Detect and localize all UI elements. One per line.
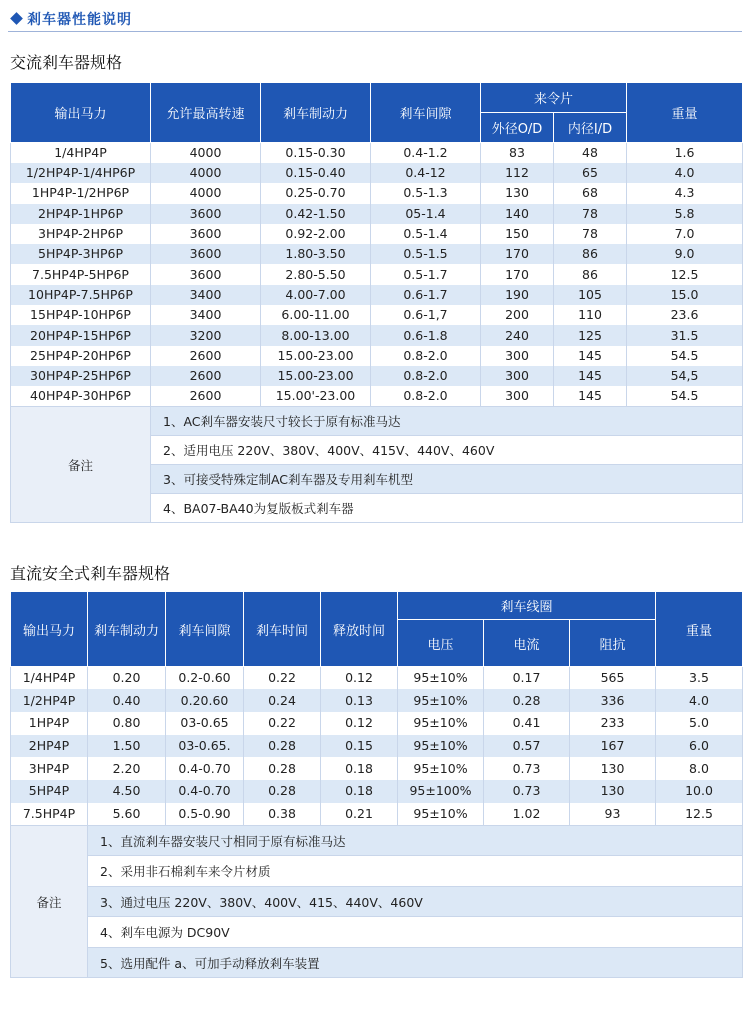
table-cell: 0.42-1.50	[261, 204, 371, 224]
table-cell: 4000	[151, 163, 261, 183]
table-cell: 0.38	[244, 803, 321, 826]
table-cell: 12.5	[627, 264, 743, 284]
note-item: 5、选用配件 a、可加手动释放剎车装置	[88, 947, 743, 978]
note-item: 4、剎车电源为 DC90V	[88, 917, 743, 948]
table-row	[11, 712, 743, 735]
table-cell: 170	[481, 264, 554, 284]
note-item: 4、BA07-BA40为复版板式剎车器	[151, 494, 743, 523]
table-cell: 0.22	[244, 712, 321, 735]
table-cell: 0.5-0.90	[166, 803, 244, 826]
ac-brake-spec-table	[10, 82, 743, 523]
table-row	[11, 325, 743, 345]
header-weight: 重量	[656, 592, 743, 667]
table-cell: 95±10%	[398, 712, 484, 735]
table-cell: 4000	[151, 183, 261, 203]
table-cell: 0.73	[484, 780, 570, 803]
table-cell: 5.60	[88, 803, 166, 826]
notes-row	[11, 407, 743, 436]
table-cell: 0.2-0.60	[166, 667, 244, 690]
ac-table-title: 交流剎车器规格	[10, 53, 123, 72]
table-cell: 0.6-1.8	[371, 325, 481, 345]
table-cell: 6.00-11.00	[261, 305, 371, 325]
table-cell: 25HP4P-20HP6P	[11, 346, 151, 366]
table-cell: 9.0	[627, 244, 743, 264]
table-cell: 105	[554, 285, 627, 305]
header-voltage: 电压	[398, 620, 484, 667]
table-cell: 3HP4P-2HP6P	[11, 224, 151, 244]
header-brake-gap: 剎车间隙	[166, 592, 244, 667]
notes-row	[11, 856, 743, 887]
table-cell: 0.28	[484, 689, 570, 712]
table-cell: 65	[554, 163, 627, 183]
table-cell: 86	[554, 244, 627, 264]
header-outer-diameter: 外径O/D	[481, 113, 554, 143]
table-cell: 4.3	[627, 183, 743, 203]
table-cell: 4.50	[88, 780, 166, 803]
table-cell: 0.5-1.3	[371, 183, 481, 203]
table-cell: 0.25-0.70	[261, 183, 371, 203]
table-cell: 125	[554, 325, 627, 345]
table-cell: 05-1.4	[371, 204, 481, 224]
table-cell: 0.8-2.0	[371, 366, 481, 386]
note-item: 2、采用非石棉剎车来令片材质	[88, 856, 743, 887]
table-cell: 1HP4P	[11, 712, 88, 735]
table-cell: 2600	[151, 386, 261, 407]
table-cell: 20HP4P-15HP6P	[11, 325, 151, 345]
table-cell: 10.0	[656, 780, 743, 803]
table-cell: 0.40	[88, 689, 166, 712]
table-cell: 0.28	[244, 757, 321, 780]
table-cell: 0.13	[321, 689, 398, 712]
table-cell: 2HP4P-1HP6P	[11, 204, 151, 224]
table-row	[11, 667, 743, 690]
table-cell: 0.28	[244, 735, 321, 758]
header-weight: 重量	[627, 83, 743, 143]
table-cell: 2600	[151, 346, 261, 366]
table-cell: 40HP4P-30HP6P	[11, 386, 151, 407]
table-cell: 23.6	[627, 305, 743, 325]
table-cell: 0.92-2.00	[261, 224, 371, 244]
table-cell: 1.80-3.50	[261, 244, 371, 264]
table-cell: 0.22	[244, 667, 321, 690]
table-cell: 0.15-0.30	[261, 143, 371, 164]
table-cell: 2.20	[88, 757, 166, 780]
notes-row	[11, 917, 743, 948]
table-cell: 1/2HP4P-1/4HP6P	[11, 163, 151, 183]
table-cell: 7.0	[627, 224, 743, 244]
table-row	[11, 689, 743, 712]
diamond-bullet-icon	[10, 12, 23, 25]
table-row	[11, 366, 743, 386]
table-cell: 0.20.60	[166, 689, 244, 712]
table-cell: 0.4-12	[371, 163, 481, 183]
table-row	[11, 244, 743, 264]
table-cell: 145	[554, 346, 627, 366]
header-brake-force: 剎车制动力	[261, 83, 371, 143]
table-cell: 12.5	[656, 803, 743, 826]
table-cell: 03-0.65.	[166, 735, 244, 758]
table-cell: 300	[481, 386, 554, 407]
table-cell: 15.00-23.00	[261, 366, 371, 386]
section-header	[8, 6, 742, 32]
table-cell: 240	[481, 325, 554, 345]
table-cell: 145	[554, 386, 627, 407]
table-cell: 1.50	[88, 735, 166, 758]
table-cell: 5.0	[656, 712, 743, 735]
table-cell: 300	[481, 366, 554, 386]
header-brake-gap: 剎车间隙	[371, 83, 481, 143]
table-cell: 0.4-0.70	[166, 757, 244, 780]
header-output: 输出马力	[11, 83, 151, 143]
table-cell: 0.41	[484, 712, 570, 735]
table-cell: 233	[570, 712, 656, 735]
table-row	[11, 735, 743, 758]
table-cell: 1.6	[627, 143, 743, 164]
table-cell: 0.15	[321, 735, 398, 758]
table-cell: 95±10%	[398, 667, 484, 690]
table-cell: 140	[481, 204, 554, 224]
table-cell: 1/2HP4P	[11, 689, 88, 712]
notes-row	[11, 947, 743, 978]
table-cell: 68	[554, 183, 627, 203]
table-cell: 8.00-13.00	[261, 325, 371, 345]
table-cell: 15.0	[627, 285, 743, 305]
table-cell: 0.24	[244, 689, 321, 712]
table-cell: 0.6-1,7	[371, 305, 481, 325]
note-item: 1、直流剎车器安装尺寸相同于原有标准马达	[88, 825, 743, 856]
table-cell: 1/4HP4P	[11, 143, 151, 164]
table-cell: 0.80	[88, 712, 166, 735]
table-cell: 150	[481, 224, 554, 244]
table-cell: 3600	[151, 204, 261, 224]
notes-label: 备注	[11, 825, 88, 978]
header-brake-force: 剎车制动力	[88, 592, 166, 667]
table-cell: 170	[481, 244, 554, 264]
table-row	[11, 143, 743, 164]
table-cell: 83	[481, 143, 554, 164]
table-row	[11, 757, 743, 780]
table-row	[11, 183, 743, 203]
header-current: 电流	[484, 620, 570, 667]
table-cell: 565	[570, 667, 656, 690]
notes-label: 备注	[11, 407, 151, 523]
notes-row	[11, 825, 743, 856]
table-cell: 4.0	[656, 689, 743, 712]
table-cell: 5HP4P-3HP6P	[11, 244, 151, 264]
table-cell: 86	[554, 264, 627, 284]
dc-brake-spec-table	[10, 591, 743, 978]
table-cell: 145	[554, 366, 627, 386]
table-cell: 3400	[151, 285, 261, 305]
table-cell: 54.5	[627, 386, 743, 407]
dc-table-title: 直流安全式剎车器规格	[10, 564, 171, 583]
table-cell: 110	[554, 305, 627, 325]
table-cell: 0.8-2.0	[371, 386, 481, 407]
table-row	[11, 780, 743, 803]
note-item: 3、可接受特殊定制AC剎车器及专用剎车机型	[151, 465, 743, 494]
table-row	[11, 163, 743, 183]
table-row	[11, 346, 743, 366]
table-cell: 190	[481, 285, 554, 305]
header-release-time: 释放时间	[321, 592, 398, 667]
header-output: 输出马力	[11, 592, 88, 667]
table-cell: 0.4-1.2	[371, 143, 481, 164]
table-cell: 0.4-0.70	[166, 780, 244, 803]
table-row	[11, 264, 743, 284]
table-cell: 15.00'-23.00	[261, 386, 371, 407]
table-cell: 2600	[151, 366, 261, 386]
table-cell: 0.28	[244, 780, 321, 803]
table-cell: 8.0	[656, 757, 743, 780]
table-cell: 0.15-0.40	[261, 163, 371, 183]
header-brake-coil: 剎车线圈	[398, 592, 656, 620]
note-item: 1、AC剎车器安装尺寸较长于原有标准马达	[151, 407, 743, 436]
table-cell: 0.5-1.7	[371, 264, 481, 284]
notes-row	[11, 886, 743, 917]
table-cell: 6.0	[656, 735, 743, 758]
table-cell: 15.00-23.00	[261, 346, 371, 366]
table-cell: 30HP4P-25HP6P	[11, 366, 151, 386]
table-cell: 95±100%	[398, 780, 484, 803]
table-cell: 0.18	[321, 757, 398, 780]
table-cell: 3600	[151, 244, 261, 264]
table-cell: 78	[554, 224, 627, 244]
table-cell: 4.00-7.00	[261, 285, 371, 305]
table-cell: 0.12	[321, 712, 398, 735]
table-cell: 31.5	[627, 325, 743, 345]
table-cell: 3600	[151, 224, 261, 244]
table-cell: 54.5	[627, 346, 743, 366]
table-cell: 0.12	[321, 667, 398, 690]
table-cell: 1/4HP4P	[11, 667, 88, 690]
header-resistance: 阻抗	[570, 620, 656, 667]
table-cell: 3200	[151, 325, 261, 345]
table-cell: 0.6-1.7	[371, 285, 481, 305]
table-cell: 3.5	[656, 667, 743, 690]
table-row	[11, 224, 743, 244]
table-cell: 0.18	[321, 780, 398, 803]
table-cell: 7.5HP4P-5HP6P	[11, 264, 151, 284]
table-cell: 5.8	[627, 204, 743, 224]
table-cell: 300	[481, 346, 554, 366]
table-cell: 78	[554, 204, 627, 224]
table-cell: 130	[481, 183, 554, 203]
header-inner-diameter: 内径I/D	[554, 113, 627, 143]
note-item: 2、适用电压 220V、380V、400V、415V、440V、460V	[151, 436, 743, 465]
table-cell: 3400	[151, 305, 261, 325]
table-cell: 48	[554, 143, 627, 164]
table-cell: 0.20	[88, 667, 166, 690]
table-cell: 1.02	[484, 803, 570, 826]
table-cell: 0.5-1.4	[371, 224, 481, 244]
table-cell: 0.73	[484, 757, 570, 780]
table-cell: 0.21	[321, 803, 398, 826]
table-cell: 95±10%	[398, 757, 484, 780]
table-cell: 93	[570, 803, 656, 826]
table-cell: 7.5HP4P	[11, 803, 88, 826]
note-item: 3、通过电压 220V、380V、400V、415、440V、460V	[88, 886, 743, 917]
table-cell: 95±10%	[398, 803, 484, 826]
table-cell: 167	[570, 735, 656, 758]
table-cell: 2HP4P	[11, 735, 88, 758]
header-brake-pad: 来令片	[481, 83, 627, 113]
table-cell: 0.8-2.0	[371, 346, 481, 366]
table-cell: 5HP4P	[11, 780, 88, 803]
table-row	[11, 803, 743, 826]
table-cell: 0.17	[484, 667, 570, 690]
table-cell: 95±10%	[398, 689, 484, 712]
table-cell: 0.5-1.5	[371, 244, 481, 264]
table-cell: 54,5	[627, 366, 743, 386]
table-row	[11, 285, 743, 305]
header-max-speed: 允许最高转速	[151, 83, 261, 143]
table-cell: 2.80-5.50	[261, 264, 371, 284]
table-cell: 4000	[151, 143, 261, 164]
table-cell: 130	[570, 757, 656, 780]
table-cell: 1HP4P-1/2HP6P	[11, 183, 151, 203]
table-cell: 130	[570, 780, 656, 803]
header-brake-time: 剎车时间	[244, 592, 321, 667]
table-cell: 03-0.65	[166, 712, 244, 735]
table-cell: 15HP4P-10HP6P	[11, 305, 151, 325]
section-title: 剎车器性能说明	[27, 11, 132, 28]
table-cell: 10HP4P-7.5HP6P	[11, 285, 151, 305]
table-cell: 0.57	[484, 735, 570, 758]
table-row	[11, 305, 743, 325]
table-cell: 200	[481, 305, 554, 325]
table-cell: 3HP4P	[11, 757, 88, 780]
table-row	[11, 204, 743, 224]
table-cell: 95±10%	[398, 735, 484, 758]
table-cell: 336	[570, 689, 656, 712]
table-cell: 4.0	[627, 163, 743, 183]
table-cell: 3600	[151, 264, 261, 284]
table-row	[11, 386, 743, 407]
table-cell: 112	[481, 163, 554, 183]
